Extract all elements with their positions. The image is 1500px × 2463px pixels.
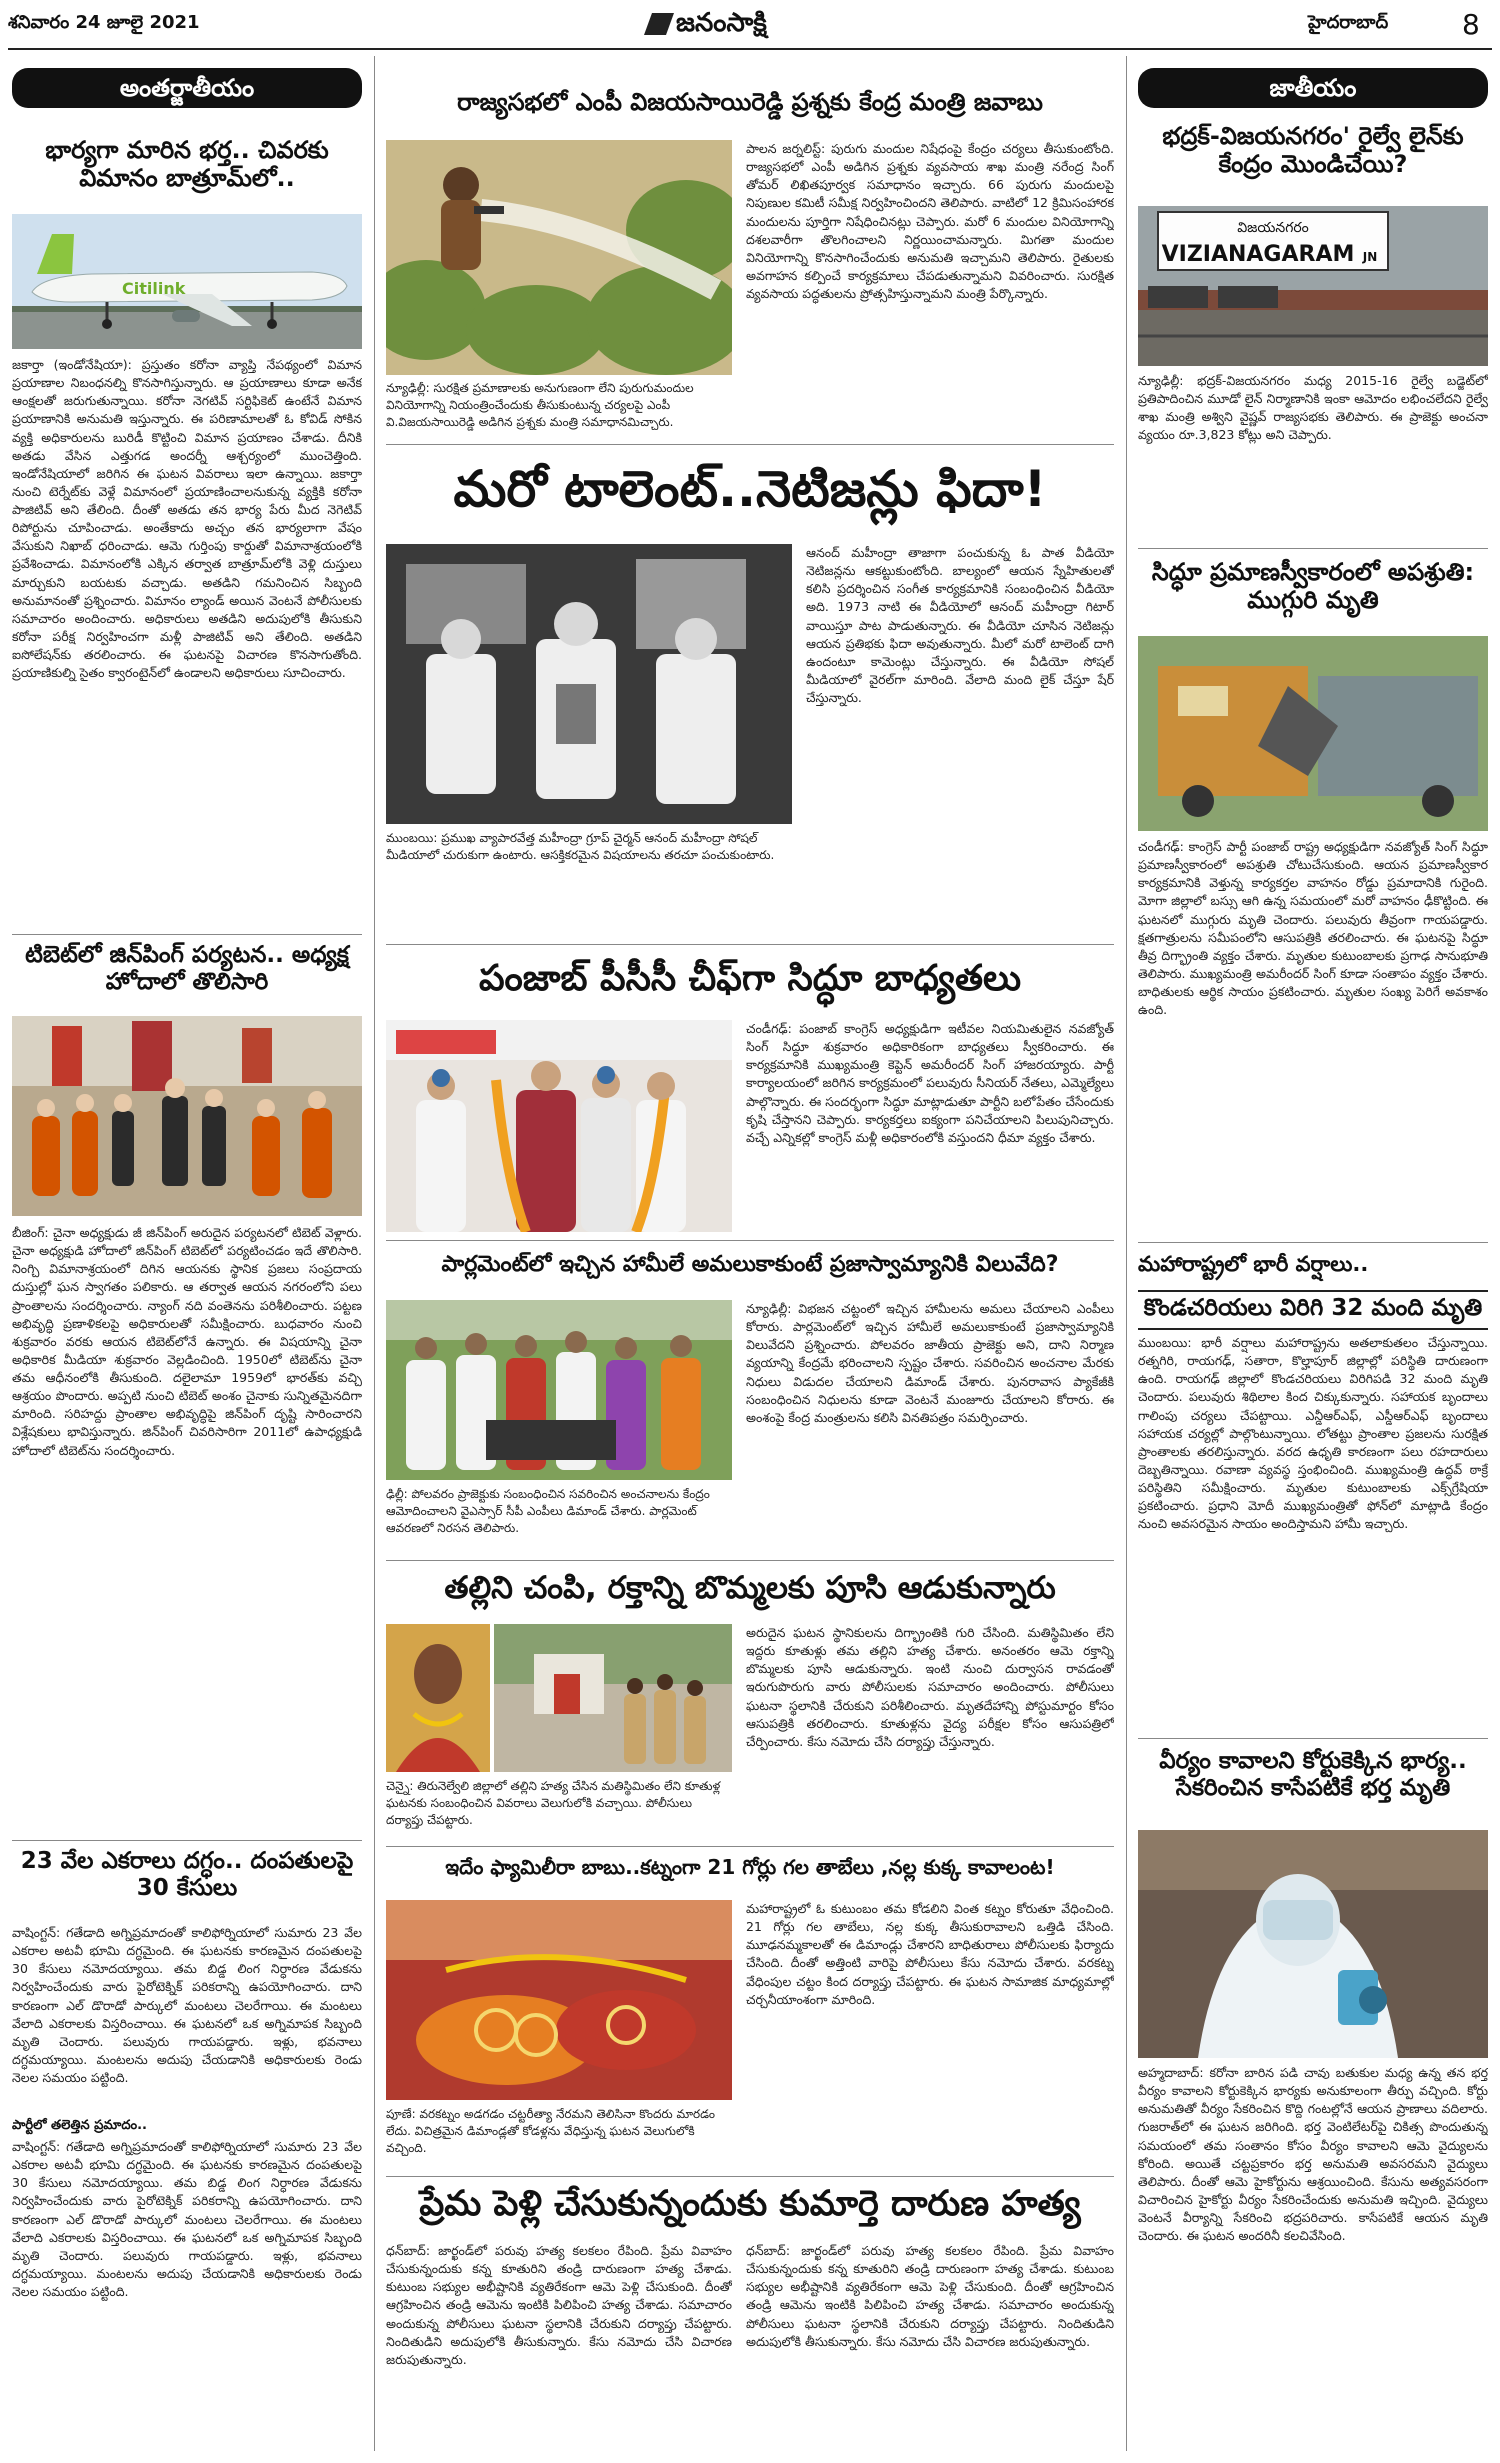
article-1-headline[interactable]: భార్యగా మారిన భర్త.. చివరకు విమానం బాత్రూమ్‌లో.. [45,136,329,193]
article-c4-body: న్యూఢిల్లీ: విభజన చట్టంలో ఇచ్చిన హామీలను అమలు చేయాలని ఎంపీలు కోరారు. పార్లమెంట్‌లో ఇచ్చిన హామీలే అమలుకాకుంటే ప్రజాస్వామ్యానికి విలువేదని ప్రశ్నించారు. పోలవరం జాతీయ ప్రాజెక్టు అని, దాని నిర్మాణ వ్యయాన్ని కేంద్రమే భరించాలని స్పష్టం చేశారు. సవరించిన అంచనాల మేరకు నిధులు విడుదల చేయాలని డిమాండ్ చేశారు. పునరావాస ప్యాకేజీకి సంబంధించిన నిధులను కూడా వెంటనే మంజూరు చేయాలని కోరారు. ఈ అంశంపై కేంద్ర మంత్రులను కలిసి వినతిపత్రం సమర్పించారు. [746,1301,1114,1425]
divider [1138,548,1488,549]
article-c5-photo-police [494,1624,732,1772]
article-2-photo-tibet [12,1016,362,1216]
logo-text: జనంసాక్షి [676,8,767,38]
article-3-body-continued [12,2138,362,2448]
masthead [8,8,1492,46]
article-c5-headline[interactable]: తల్లిని చంపి, రక్తాన్ని బొమ్మలకు పూసి ఆడుకున్నారు [444,1570,1056,1606]
article-c2-headline[interactable]: మరో టాలెంట్‌..నెటిజన్లు ఫిదా! [453,460,1047,518]
article-c6-caption: పూణే: వరకట్నం అడగడం చట్టరీత్యా నేరమని తెలిసినా కొందరు మారడం లేదు. విచిత్రమైన డిమాండ్లతో కోడళ్లను వేధిస్తున్న ఘటన వెలుగులోకి వచ్చింది. [386,2107,715,2155]
station-sign-telugu: విజయనగరం [1237,220,1309,236]
masthead-divider [8,48,1492,50]
article-c7-body-continued [746,2242,1114,2448]
article-c6-photo-bride [386,1900,732,2100]
article-r1-headline[interactable]: భద్రక్‌-విజయనగరం' రైల్వే లైన్‌కు కేంద్రం మొండిచేయి? [1162,122,1464,179]
article-r3-kicker[interactable]: మహారాష్ట్రలో భారీ వర్షాలు.. [1138,1252,1369,1276]
article-r1-body: న్యూఢిల్లీ: భద్రక్‌-విజయనగరం మధ్య 2015-16 రైల్వే బడ్జెట్‌లో ప్రతిపాదించిన మూడో లైన్ నిర్మాణానికి ఇంకా ఆమోదం లభించలేదని రైల్వే శాఖ మంత్రి అశ్విని వైష్ణవ్ రాజ్యసభకు తెలిపారు. ఈ ప్రాజెక్టు అంచనా వ్యయం రూ.3,823 కోట్లు అని చెప్పారు. [1138,373,1488,443]
article-r4-body: అహ్మదాబాద్‌: కరోనా బారిన పడి చావు బతుకుల మధ్య ఉన్న తన భర్త వీర్యం కావాలని కోర్టుకెక్కిన భార్యకు అనుకూలంగా తీర్పు వచ్చింది. కోర్టు అనుమతితో వీర్యం సేకరించిన కొద్ది గంటల్లోనే ఆయన ప్రాణాలు వదిలారు. గుజరాత్‌లో ఈ ఘటన జరిగింది. భర్త వెంటిలేటర్‌పై చికిత్స పొందుతున్న సమయంలో తమ సంతానం కోసం వీర్యం కావాలని ఆమె వైద్యులను కోరింది. అయితే చట్టప్రకారం భర్త అనుమతి అవసరమని వైద్యులు తెలిపారు. దీంతో ఆమె హైకోర్టును ఆశ్రయించింది. కేసును అత్యవసరంగా విచారించిన హైకోర్టు వీర్యం సేకరించేందుకు అనుమతి ఇచ్చింది. వైద్యులు వెంటనే వీర్యాన్ని సేకరించి భద్రపరిచారు. కాసేపటికే ఆయన మృతి చెందారు. ఈ ఘటన అందరినీ కలచివేసింది. [1138,2065,1488,2244]
article-r2-headline[interactable]: సిద్ధూ ప్రమాణస్వీకారంలో అపశ్రుతి: ముగ్గురి మృతి [1151,558,1475,615]
divider [386,1560,1114,1561]
article-c7-headline[interactable]: ప్రేమ పెళ్లి చేసుకున్నందుకు కుమార్తె దారుణ హత్య [419,2184,1081,2224]
airline-logo-text: Citilink [122,279,186,298]
article-c3-body: చండీగఢ్‌: పంజాబ్ కాంగ్రెస్ అధ్యక్షుడిగా ఇటీవల నియమితులైన నవజ్యోత్ సింగ్ సిద్ధూ శుక్రవారం అధికారికంగా బాధ్యతలు స్వీకరించారు. ఈ కార్యక్రమానికి ముఖ్యమంత్రి కెప్టెన్ అమరీందర్ సింగ్ హాజరయ్యారు. పార్టీ కార్యాలయంలో జరిగిన కార్యక్రమంలో పలువురు సీనియర్ నేతలు, ఎమ్మెల్యేలు పాల్గొన్నారు. ఈ సందర్భంగా సిద్ధూ మాట్లాడుతూ పార్టీని బలోపేతం చేసేందుకు కృషి చేస్తానని చెప్పారు. కార్యకర్తలు ఐక్యంగా పనిచేయాలని పిలుపునిచ్చారు. వచ్చే ఎన్నికల్లో కాంగ్రెస్ మళ్లీ అధికారంలోకి వస్తుందని ధీమా వ్యక్తం చేశారు. [746,1021,1114,1145]
article-c5-caption: చెన్నై: తిరునెల్వేలి జిల్లాలో తల్లిని హత్య చేసిన మతిస్థిమితం లేని కూతుళ్ల ఘటనకు సంబంధించిన వివరాలు వెలుగులోకి వచ్చాయి. పోలీసులు దర్యాప్తు చేపట్టారు. [386,1779,721,1827]
divider [1138,1242,1488,1243]
column-divider [374,56,375,2451]
article-r4-photo-lab [1138,1830,1488,2058]
article-r2-photo-accident [1138,636,1488,831]
article-c7-body-repeat: ధన్‌బాద్: జార్ఖండ్‌లో పరువు హత్య కలకలం రేపింది. ప్రేమ వివాహం చేసుకున్నందుకు కన్న కూతురిని తండ్రి దారుణంగా హత్య చేశాడు. కుటుంబ సభ్యుల అభీష్టానికి వ్యతిరేకంగా ఆమె పెళ్లి చేసుకుంది. దీంతో ఆగ్రహించిన తండ్రి ఆమెను ఇంటికి పిలిపించి హత్య చేశాడు. సమాచారం అందుకున్న పోలీసులు ఘటనా స్థలానికి చేరుకుని దర్యాప్తు చేపట్టారు. నిందితుడిని అదుపులోకి తీసుకున్నారు. కేసు నమోదు చేసి విచారణ జరుపుతున్నారు. [746,2243,1114,2349]
divider [386,1846,1114,1847]
issue-date: శనివారం 24 జూలై 2021 [8,12,200,33]
divider [12,1840,362,1841]
column-divider [1126,56,1127,2451]
article-3-subheading: పార్టీలో తలెత్తిన ప్రమాదం.. [12,2118,147,2133]
article-2-headline[interactable]: టిబెట్‌లో జిన్‌పింగ్ పర్యటన.. అధ్యక్ష హోదాలో తొలిసారి [25,942,349,996]
article-c1-photo-spraying [386,140,732,375]
divider [386,1240,1114,1241]
article-c3-headline[interactable]: పంజాబ్ పీసీసీ చీఫ్‌గా సిద్ధూ బాధ్యతలు [478,958,1022,999]
article-r3-body: ముంబయి: భారీ వర్షాలు మహారాష్ట్రను అతలాకుతలం చేస్తున్నాయి. రత్నగిరి, రాయగఢ్, సతారా, కొల్హాపూర్ జిల్లాల్లో పరిస్థితి దారుణంగా ఉంది. రాయగఢ్ జిల్లాలో కొండచరియలు విరిగిపడి 32 మంది మృతి చెందారు. పలువురు శిథిలాల కింద చిక్కుకున్నారు. సహాయక బృందాలు గాలింపు చర్యలు చేపట్టాయి. ఎన్డీఆర్ఎఫ్, ఎస్డీఆర్ఎఫ్ బృందాలు సహాయక చర్యల్లో పాల్గొంటున్నాయి. లోతట్టు ప్రాంతాల ప్రజలను సురక్షిత ప్రాంతాలకు తరలిస్తున్నారు. వరద ఉధృతి కారణంగా పలు రహదారులు దెబ్బతిన్నాయి. రవాణా వ్యవస్థ స్తంభించింది. ముఖ్యమంత్రి ఉద్ధవ్ ఠాక్రే పరిస్థితిని సమీక్షించారు. మృతుల కుటుంబాలకు ఎక్స్‌గ్రేషియా ప్రకటించారు. ప్రధాని మోదీ ముఖ్యమంత్రితో ఫోన్‌లో మాట్లాడి కేంద్రం నుంచి అవసరమైన సాయం అందిస్తామని హామీ ఇచ్చారు. [1138,1335,1488,1532]
article-r1-photo-station [1138,206,1488,366]
divider [12,934,362,935]
divider [1138,1738,1488,1739]
section-international: అంతర్జాతీయం [12,68,362,108]
station-sign-text: VIZIANAGARAM [1161,242,1355,267]
divider [386,944,1114,945]
article-r2-body: చండీగఢ్‌: కాంగ్రెస్ పార్టీ పంజాబ్ రాష్ట్ర అధ్యక్షుడిగా నవజ్యోత్ సింగ్ సిద్ధూ ప్రమాణస్వీకారంలో అపశ్రుతి చోటుచేసుకుంది. ఆయన ప్రమాణస్వీకార కార్యక్రమానికి వెళ్తున్న కార్యకర్తల వాహనం రోడ్డు ప్రమాదానికి గురైంది. మోగా జిల్లాలో బస్సు ఆగి ఉన్న సమయంలో మరో వాహనం ఢీకొట్టింది. ఈ ఘటనలో ముగ్గురు మృతి చెందారు. పలువురు తీవ్రంగా గాయపడ్డారు. క్షతగాత్రులను సమీపంలోని ఆసుపత్రికి తరలించారు. ఈ ఘటనపై సిద్ధూ తీవ్ర దిగ్భ్రాంతి వ్యక్తం చేశారు. మృతుల కుటుంబాలకు ప్రగాఢ సానుభూతి తెలిపారు. ముఖ్యమంత్రి అమరీందర్ సింగ్ కూడా సంతాపం వ్యక్తం చేశారు. బాధితులకు ఆర్థిక సాయం ప్రకటించారు. మృతుల సంఖ్య పెరిగే అవకాశం ఉంది. [1138,839,1488,1018]
article-r3-headline[interactable]: కొండచరియలు విరిగి 32 మంది మృతి [1138,1290,1488,1330]
article-1-photo-airplane [12,214,362,349]
article-c2-caption: ముంబయి: ప్రముఖ వ్యాపారవేత్త మహీంద్రా గ్రూప్ చైర్మన్ ఆనంద్ మహీంద్రా సోషల్ మీడియాలో చురుకుగా ఉంటారు. ఆసక్తికరమైన విషయాలను తరచూ పంచుకుంటారు. [386,831,775,862]
article-c1-body: పాలన జర్నలిస్ట్: పురుగు మందుల నిషేధంపై కేంద్రం చర్యలు తీసుకుంటోంది. రాజ్యసభలో ఎంపీ అడిగిన ప్రశ్నకు వ్యవసాయ శాఖ మంత్రి నరేంద్ర సింగ్ తోమర్ లిఖితపూర్వక సమాధానం ఇచ్చారు. 66 పురుగు మందులపై నిపుణుల కమిటీ సమీక్ష నిర్వహించిందని తెలిపారు. వాటిలో 12 క్రిమిసంహారక మందులను పూర్తిగా నిషేధించినట్లు చెప్పారు. మరో 6 మందుల వినియోగాన్ని దశలవారీగా తొలగించాలని నిర్ణయించామన్నారు. మిగతా మందుల వినియోగాన్ని కొనసాగించేందుకు అనుమతి ఇచ్చామని తెలిపారు. రైతులకు అవగాహన కల్పించే కార్యక్రమాలు చేపడుతున్నామని వివరించారు. సురక్షిత వ్యవసాయ పద్ధతులను ప్రోత్సహిస్తున్నామని మంత్రి పేర్కొన్నారు. [746,141,1114,301]
article-3-headline[interactable]: 23 వేల ఎకరాలు దగ్ధం.. దంపతులపై 30 కేసులు [20,1848,354,1902]
article-c1-caption: న్యూఢిల్లీ: సురక్షిత ప్రమాణాలకు అనుగుణంగా లేని పురుగుమందుల వినియోగాన్ని నియంత్రించేందుకు తీసుకుంటున్న చర్యలపై ఎంపీ వి.విజయసాయిరెడ్డి అడిగిన ప్రశ్నకు మంత్రి సమాధానమిచ్చారు. [386,381,694,429]
article-c6-body: మహారాష్ట్రలో ఓ కుటుంబం తమ కోడలిని వింత కట్నం కోరుతూ వేధించింది. 21 గోర్లు గల తాబేలు, నల్ల కుక్క తీసుకురావాలని ఒత్తిడి చేసింది. మూఢనమ్మకాలతో ఈ డిమాండ్లు చేశారని బాధితురాలు పోలీసులకు ఫిర్యాదు చేసింది. దీంతో అత్తింటి వారిపై పోలీసులు కేసు నమోదు చేశారు. వరకట్న వేధింపుల చట్టం కింద దర్యాప్తు చేపట్టారు. ఈ ఘటన సామాజిక మాధ్యమాల్లో చర్చనీయాంశంగా మారింది. [746,1901,1114,2007]
divider [386,444,1114,445]
section-national: జాతీయం [1138,68,1488,108]
article-c7-body: ధన్‌బాద్: జార్ఖండ్‌లో పరువు హత్య కలకలం రేపింది. ప్రేమ వివాహం చేసుకున్నందుకు కన్న కూతురిని తండ్రి దారుణంగా హత్య చేశాడు. కుటుంబ సభ్యుల అభీష్టానికి వ్యతిరేకంగా ఆమె పెళ్లి చేసుకుంది. దీంతో ఆగ్రహించిన తండ్రి ఆమెను ఇంటికి పిలిపించి హత్య చేశాడు. సమాచారం అందుకున్న పోలీసులు ఘటనా స్థలానికి చేరుకుని దర్యాప్తు చేపట్టారు. నిందితుడిని అదుపులోకి తీసుకున్నారు. కేసు నమోదు చేసి విచారణ జరుపుతున్నారు. [386,2243,732,2367]
newspaper-logo[interactable] [648,8,767,44]
article-c3-photo-sidhu [386,1020,732,1232]
article-c2-body: ఆనంద్ మహీంద్రా తాజాగా పంచుకున్న ఓ పాత వీడియో నెటిజన్లను ఆకట్టుకుంటోంది. బాల్యంలో ఆయన స్నేహితులతో కలిసి ప్రదర్శించిన సంగీత కార్యక్రమానికి సంబంధించిన వీడియో అది. 1973 నాటి ఈ వీడియోలో ఆనంద్ మహీంద్రా గిటార్ వాయిస్తూ పాట పాడుతున్నారు. ఈ వీడియో చూసిన నెటిజన్లు ఆయన ప్రతిభకు ఫిదా అవుతున్నారు. మీలో మరో టాలెంట్ దాగి ఉందంటూ కామెంట్లు చేస్తున్నారు. ఈ వీడియో సోషల్ మీడియాలో వైరల్‌గా మారింది. వేలాది మంది లైక్ చేస్తూ షేర్ చేస్తున్నారు. [806,545,1114,705]
edition-city: హైదరాబాద్ [1308,12,1389,33]
article-3-body-repeat: వాషింగ్టన్‌: గతేడాది అగ్నిప్రమాదంతో కాలిఫోర్నియాలో సుమారు 23 వేల ఎకరాల అటవీ భూమి దగ్ధమైంది. ఈ ఘటనకు కారణమైన దంపతులపై 30 కేసులు నమోదయ్యాయి. తమ బిడ్డ లింగ నిర్ధారణ వేడుకను నిర్వహించేందుకు వారు పైరోటెక్నిక్ పరికరాన్ని ఉపయోగించారు. దాని కారణంగా ఎల్ డొరాడో పార్కులో మంటలు చెలరేగాయి. ఈ మంటలు వేలాది ఎకరాలకు విస్తరించాయి. ఈ ఘటనలో ఒక అగ్నిమాపక సిబ్బంది మృతి చెందారు. పలువురు గాయపడ్డారు. ఇళ్లు, భవనాలు దగ్ధమయ్యాయి. మంటలను అదుపు చేయడానికి అధికారులకు రెండు నెలల సమయం పట్టింది. [12,2139,362,2299]
article-r4-headline[interactable]: వీర్యం కావాలని కోర్టుకెక్కిన భార్య.. సేకరించిన కాసేపటికే భర్త మృతి [1159,1748,1467,1802]
article-c4-caption: ఢిల్లీ: పోలవరం ప్రాజెక్టుకు సంబంధించిన సవరించిన అంచనాలను కేంద్రం ఆమోదించాలని వైఎస్సార్ సీపీ ఎంపీలు డిమాండ్ చేశారు. పార్లమెంట్ ఆవరణలో నిరసన తెలిపారు. [386,1487,710,1535]
article-c4-photo-protest [386,1300,732,1480]
divider [386,2176,1114,2177]
logo-mark-icon [644,13,674,35]
page-number: 8 [1462,8,1480,41]
article-c2-photo-vintage [386,544,792,824]
article-3-body: వాషింగ్టన్‌: గతేడాది అగ్నిప్రమాదంతో కాలిఫోర్నియాలో సుమారు 23 వేల ఎకరాల అటవీ భూమి దగ్ధమైంది. ఈ ఘటనకు కారణమైన దంపతులపై 30 కేసులు నమోదయ్యాయి. తమ బిడ్డ లింగ నిర్ధారణ వేడుకను నిర్వహించేందుకు వారు పైరోటెక్నిక్ పరికరాన్ని ఉపయోగించారు. దాని కారణంగా ఎల్ డొరాడో పార్కులో మంటలు చెలరేగాయి. ఈ మంటలు వేలాది ఎకరాలకు విస్తరించాయి. ఈ ఘటనలో ఒక అగ్నిమాపక సిబ్బంది మృతి చెందారు. పలువురు గాయపడ్డారు. ఇళ్లు, భవనాలు దగ్ధమయ్యాయి. మంటలను అదుపు చేయడానికి అధికారులకు రెండు నెలల సమయం పట్టింది. [12,1925,362,2085]
station-sign-jn: JN [1362,250,1378,264]
article-c5-body: అరుదైన ఘటన స్థానికులను దిగ్భ్రాంతికి గురి చేసింది. మతిస్థిమితం లేని ఇద్దరు కూతుళ్లు తమ తల్లిని హత్య చేశారు. అనంతరం ఆమె రక్తాన్ని బొమ్మలకు పూసి ఆడుకున్నారు. ఇంటి నుంచి దుర్వాసన రావడంతో ఇరుగుపొరుగు వారు పోలీసులకు సమాచారం అందించారు. పోలీసులు ఘటనా స్థలానికి చేరుకుని పరిశీలించారు. మృతదేహాన్ని పోస్టుమార్టం కోసం ఆసుపత్రికి తరలించారు. కూతుళ్లను వైద్య పరీక్షల కోసం ఆసుపత్రిలో చేర్పించారు. కేసు నమోదు చేసి దర్యాప్తు చేస్తున్నారు. [746,1625,1114,1749]
article-c6-headline[interactable]: ఇదేం ఫ్యామిలీరా బాబు..కట్నంగా 21 గోర్లు గల తాబేలు ,నల్ల కుక్క కావాలంట! [445,1855,1055,1879]
article-c5-photo-portrait [386,1624,490,1772]
article-2-body: బీజింగ్‌: చైనా అధ్యక్షుడు జీ జిన్‌పింగ్ అరుదైన పర్యటనలో టిబెట్ వెళ్లారు. చైనా అధ్యక్షుడి హోదాలో జిన్‌పింగ్ టిబెట్‌లో పర్యటించడం ఇదే తొలిసారి. నింగ్చి విమానాశ్రయంలో దిగిన ఆయనకు స్థానిక ప్రజలు సంప్రదాయ దుస్తుల్లో ఘన స్వాగతం పలికారు. ఆ తర్వాత ఆయన నగరంలోని పలు ప్రాంతాలను సందర్శించారు. న్యాంగ్ నది వంతెనను పరిశీలించారు. పట్టణ అభివృద్ధి ప్రణాళికలపై అధికారులతో సమీక్షించారు. బుధవారం నుంచి శుక్రవారం వరకు ఆయన టిబెట్‌లోనే ఉన్నారు. ఈ విషయాన్ని చైనా అధికారిక మీడియా శుక్రవారం వెల్లడించింది. 1950లో టిబెట్‌ను చైనా తమ ఆధీనంలోకి తీసుకుంది. దలైలామా 1959లో భారత్‌కు వచ్చి ఆశ్రయం పొందారు. అప్పటి నుంచి టిబెట్ అంశం చైనాకు సున్నితమైనదిగా మారింది. సరిహద్దు ప్రాంతాల అభివృద్ధిపై జిన్‌పింగ్ దృష్టి సారించారని విశ్లేషకులు భావిస్తున్నారు. జిన్‌పింగ్ చివరిసారిగా 2011లో ఉపాధ్యక్షుడి హోదాలో టిబెట్‌ను సందర్శించారు. [12,1225,362,1458]
article-c4-headline[interactable]: పార్లమెంట్‌లో ఇచ్చిన హామీలే అమలుకాకుంటే ప్రజాస్వామ్యానికి విలువేది? [441,1252,1059,1277]
article-c1-headline[interactable]: రాజ్యసభలో ఎంపీ విజయసాయిరెడ్డి ప్రశ్నకు కేంద్ర మంత్రి జవాబు [457,88,1043,116]
article-1-body: జకార్తా (ఇండోనేషియా): ప్రస్తుతం కరోనా వ్యాప్తి నేపథ్యంలో విమాన ప్రయాణాల నిబంధనల్ని కొనసాగిస్తున్నారు. ఆ ప్రయాణాలు కూడా అనేక ఆంక్షలతో జరుగుతున్నాయి. కరోనా నెగటివ్ సర్టిఫికెట్ ఉంటేనే విమాన ప్రయాణానికి అనుమతి ఇస్తున్నారు. ఈ పరిణామాలతో ఓ కోవిడ్ సోకిన వ్యక్తి అధికారులను బురిడీ కొట్టించి విమాన ప్రయాణం చేశాడు. దీనికి అతడు వేసిన ఎత్తుగడ అందర్నీ ఆశ్చర్యంలో ముంచెత్తింది. ఇండోనేషియాలో జరిగిన ఈ ఘటన వివరాలు ఇలా ఉన్నాయి. జకార్తా నుంచి టెర్నేట్‌కు వెళ్లే విమానంలో ప్రయాణించాలనుకున్న వ్యక్తికి కరోనా పాజిటివ్ అని తేలింది. దీంతో అతడు తన భార్య పేరు మీద నెగెటివ్ రిపోర్టును చూపించాడు. అంతేకాదు అచ్చం తన భార్యలాగా వేషం వేసుకుని నిఖాబ్ ధరించాడు. ఆమె గుర్తింపు కార్డుతో విమానాశ్రయంలోకి ప్రవేశించాడు. విమానంలోకి ఎక్కిన తర్వాత బాత్రూమ్‌లోకి వెళ్లి దుస్తులు మార్చుకుని బయటకు వచ్చాడు. అతడిని గమనించిన సిబ్బంది అనుమానంతో ప్రశ్నించారు. విమానం ల్యాండ్ అయిన వెంటనే పోలీసులకు సమాచారం అందించారు. అధికారులు అతడిని అదుపులోకి తీసుకుని కరోనా పరీక్ష నిర్వహించగా మళ్లీ పాజిటివ్ అని తేలింది. అతడిని ఐసోలేషన్‌కు తరలించారు. ఈ ఘటనపై విచారణ కొనసాగుతోంది. ప్రయాణికుల్ని సైతం క్వారంటైన్‌లో ఉండాలని అధికారులు సూచించారు. [12,357,362,681]
